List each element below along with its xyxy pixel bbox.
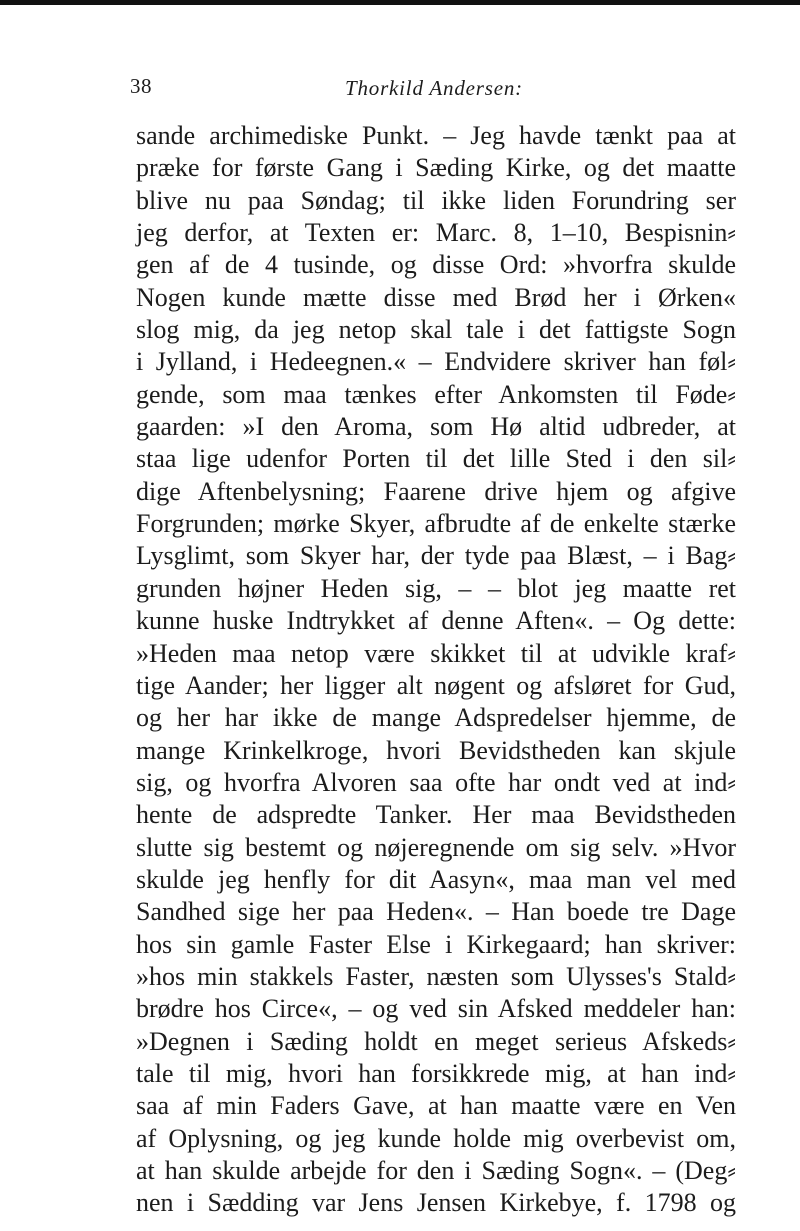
text-line: slog mig, da jeg netop skal tale i det fattigste Sogn — [136, 315, 736, 345]
text-line: nen i Sædding var Jens Jensen Kirkebye, f. 1798 og — [136, 1188, 736, 1218]
text-line: Lysglimt, som Skyer har, der tyde paa Blæst, – i Bag⸗ — [136, 541, 736, 571]
text-line: Nogen kunde mætte disse med Brød her i Ørken« — [136, 282, 736, 312]
top-edge-rule — [0, 0, 800, 5]
text-line: Sandhed sige her paa Heden«. – Han boede tre Dage — [136, 897, 736, 927]
text-line: blive nu paa Søndag; til ikke liden Forundring ser — [136, 185, 736, 215]
text-line: præke for første Gang i Sæding Kirke, og det maatte — [136, 153, 736, 183]
text-line: sig, og hvorfra Alvoren saa ofte har ondt ved at ind⸗ — [136, 767, 736, 797]
text-line: hente de adspredte Tanker. Her maa Bevidstheden — [136, 800, 736, 830]
text-line: grunden højner Heden sig, – – blot jeg maatte ret — [136, 573, 736, 603]
text-line: brødre hos Circe«, – og ved sin Afsked meddeler han: — [136, 994, 736, 1024]
text-line: staa lige udenfor Porten til det lille Sted i den sil⸗ — [136, 444, 736, 474]
text-line: tige Aander; her ligger alt nøgent og afsløret for Gud, — [136, 670, 736, 700]
text-line: »Degnen i Sæding holdt en meget serieus Afskeds⸗ — [136, 1026, 736, 1056]
text-line: at han skulde arbejde for den i Sæding Sogn«. – (Deg⸗ — [136, 1156, 736, 1185]
text-line: saa af min Faders Gave, at han maatte være en Ven — [136, 1091, 736, 1121]
text-line: slutte sig bestemt og nøjeregnende om sig selv. »Hvor — [136, 832, 736, 862]
text-line: skulde jeg henfly for dit Aasyn«, maa man vel med — [136, 864, 736, 894]
running-head: Thorkild Andersen: — [345, 76, 523, 100]
text-line: »Heden maa netop være skikket til at udvikle kraf⸗ — [136, 638, 736, 668]
text-line: tale til mig, hvori han forsikkrede mig, at han ind⸗ — [136, 1058, 736, 1088]
text-line: hos sin gamle Faster Else i Kirkegaard; han skriver: — [136, 929, 736, 959]
text-line: Forgrunden; mørke Skyer, afbrudte af de enkelte stærke — [136, 509, 736, 539]
text-line: dige Aftenbelysning; Faarene drive hjem og afgive — [136, 476, 736, 506]
page-header — [130, 74, 730, 104]
text-line: kunne huske Indtrykket af denne Aften«. – Og dette: — [136, 606, 736, 636]
text-line: af Oplysning, og jeg kunde holde mig overbevist om, — [136, 1123, 736, 1153]
text-line: gen af de 4 tusinde, og disse Ord: »hvorfra skulde — [136, 250, 736, 280]
body-text — [136, 120, 736, 1220]
text-line: og her har ikke de mange Adspredelser hjemme, de — [136, 703, 736, 733]
text-line: i Jylland, i Hedeegnen.« – Endvidere skriver han føl⸗ — [136, 347, 736, 377]
text-line: gaarden: »I den Aroma, som Hø altid udbreder, at — [136, 412, 736, 442]
text-line: jeg derfor, at Texten er: Marc. 8, 1–10, Bespisnin⸗ — [136, 218, 736, 248]
text-line: sande archimediske Punkt. – Jeg havde tænkt paa at — [136, 121, 736, 150]
text-line: gende, som maa tænkes efter Ankomsten til Føde⸗ — [136, 379, 736, 409]
text-line: »hos min stakkels Faster, næsten som Ulysses's Stald⸗ — [136, 961, 736, 991]
page-number: 38 — [130, 74, 152, 98]
text-line: mange Krinkelkroge, hvori Bevidstheden kan skjule — [136, 735, 736, 765]
